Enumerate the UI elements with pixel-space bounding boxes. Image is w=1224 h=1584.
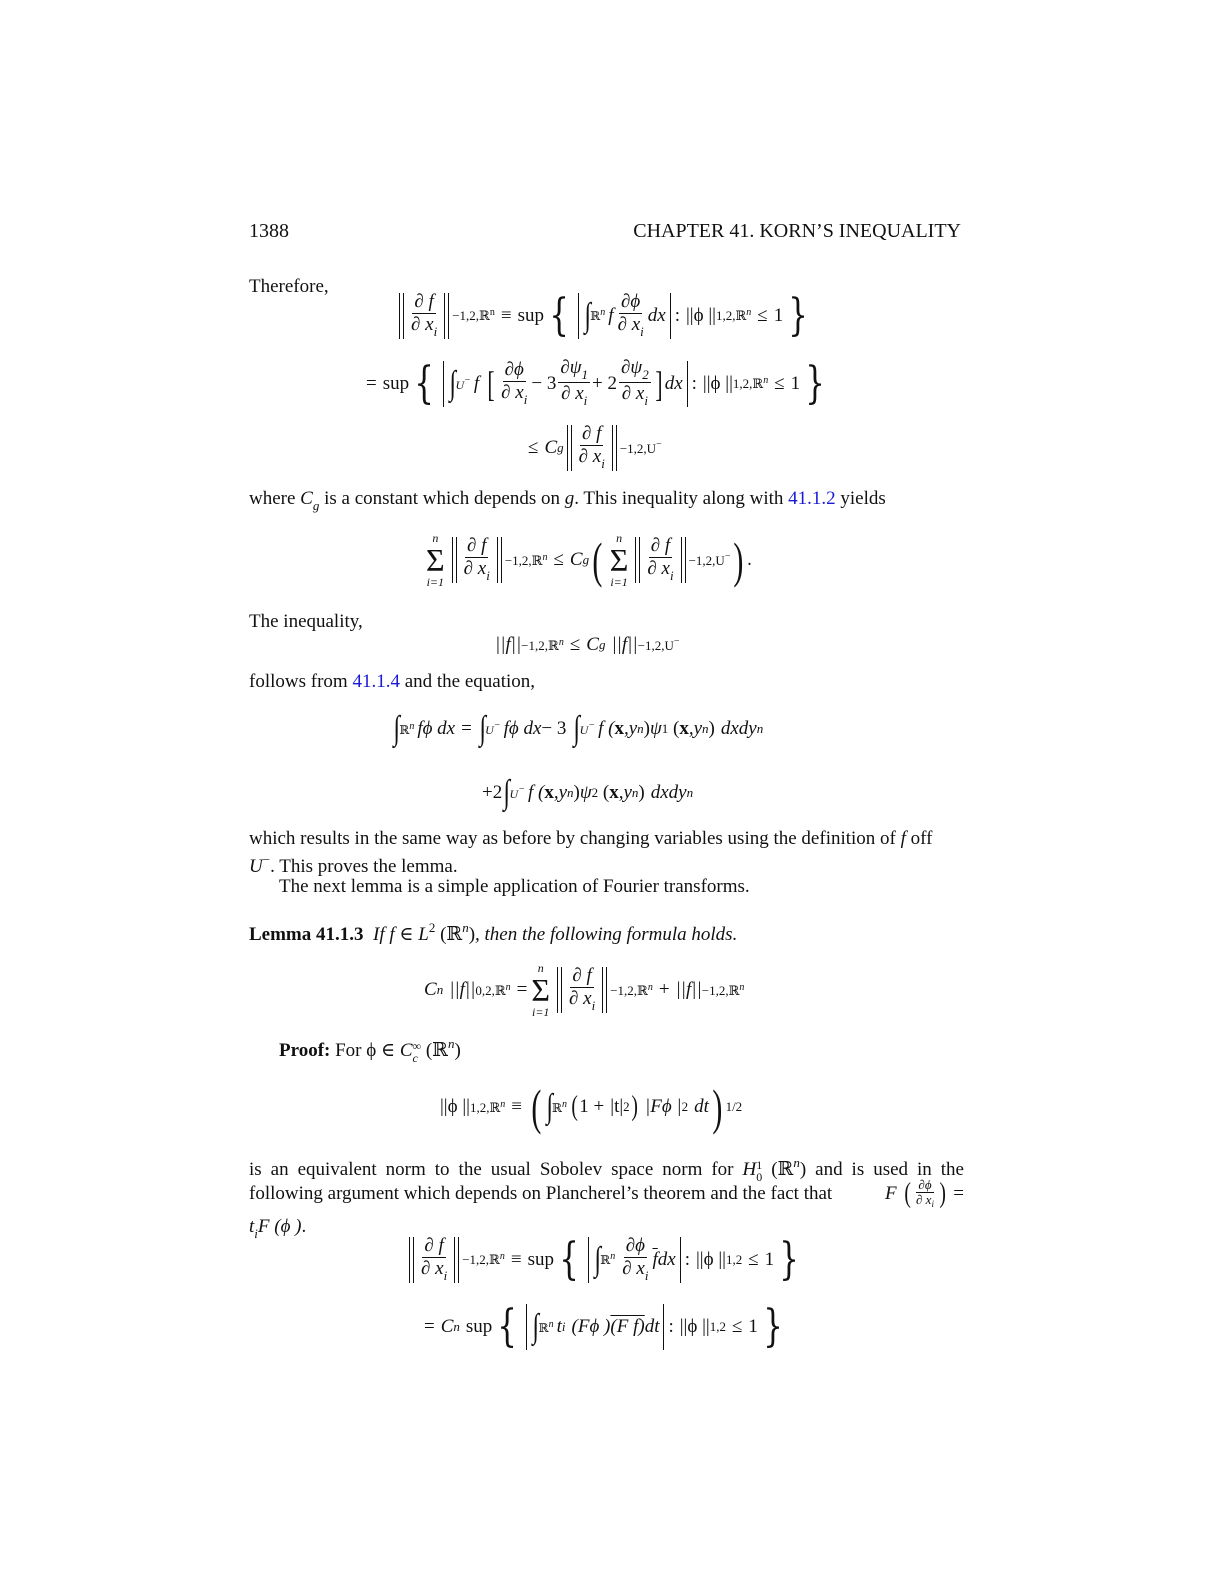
u-minus-line: U−. This proves the lemma. <box>249 852 458 877</box>
lemma-statement: Lemma 41.1.3 If f ∈ $L^2$ (ℝ$^n$), then the following formula holds. <box>249 920 738 945</box>
sup-operator: sup <box>517 304 544 326</box>
follows-from-paragraph: follows from 41.1.4 and the equation, <box>249 671 536 692</box>
running-title: CHAPTER 41. KORN’S INEQUALITY <box>633 220 961 242</box>
page-number: 1388 <box>249 220 289 242</box>
following-argument-line: following argument which depends on Plancherel’s theorem and the fact that F ( $\frac{\partial\phi}{\partial x_i}$ ) = <box>249 1177 964 1210</box>
lemma-label: Lemma 41.1.3 <box>249 924 364 945</box>
norm-bar <box>399 293 404 339</box>
next-lemma-text: The next lemma is a simple application of Fourier transforms. <box>279 876 750 897</box>
norm-bar <box>444 293 449 339</box>
numerator: ∂ f <box>414 291 434 312</box>
equation-sup-over-u-minus: = sup { ∫ U− f [ $\frac{\partial\phi}{\partial x_i}$ − 3 $\frac{\partial\psi_1}{\partial x_i}$ + 2 $\frac{\partial\psi_2}{\partial x_i}$ ] dx : ||ϕ || 1,2,ℝ$^n$ ≤ 1 } <box>366 357 825 409</box>
equation-dual-norm-fourier-1: $\frac{\partial f}{\partial x_i}$ −1,2,ℝ$^n$ ≡ sup { ∫ ℝ$^n$ $\frac{\partial\phi}{\partial x_i}$ $\overline{f}$ dx : ||ϕ || 1,2 ≤ 1 } <box>406 1236 804 1284</box>
equation-sum-inequality: n Σ i=1 $\frac{\partial f}{\partial x_i}$ −1,2,ℝ$^n$ ≤ C g ( n Σ i=1 $\frac{\partial f}{\partial x_i}$ −1,2,U− ) . <box>426 531 752 589</box>
proof-line: Proof: For ϕ ∈ C ∞ c (ℝ$^n$) <box>279 1036 461 1065</box>
ti-F-phi-line: $t_iF$ (ϕ ). <box>249 1216 307 1241</box>
equation-dual-norm-fourier-2: = C n sup { ∫ ℝ$^n$ t i (Fϕ ) (F f) dt : ||ϕ || 1,2 ≤ 1 } <box>424 1301 783 1352</box>
norm-subscript: −1,2,ℝ$^n$ <box>452 307 495 324</box>
equation-integral-split-line2: +2 ∫ U− f ( x ,y n ) ψ 2 ( x ,y n ) dxdy n <box>482 774 694 811</box>
equiv-sign: ≡ <box>500 304 512 326</box>
equation-dual-norm-definition: $\frac{\partial f}{\partial x_i}$ −1,2,ℝ$^n$ ≡ sup { ∫ ℝ$^n$ f $\frac{\partial\phi}{\partial x_i}$ dx : ||ϕ || 1,2,ℝ$^n$ ≤ 1 } <box>396 292 813 340</box>
therefore-text: Therefore, <box>249 276 329 297</box>
equivalent-norm-line: is an equivalent norm to the usual Sobolev space norm for H 1 0 (ℝ$^n$) and is used in the <box>249 1155 964 1184</box>
equation-integral-split-line1: ∫ ℝ$^n$ fϕ dx = ∫ U− fϕ dx − 3 ∫ U− f ( x ,y n ) ψ 1 ( x ,y n ) dxdy n <box>393 710 764 747</box>
ref-link-41-1-4[interactable]: 41.1.4 <box>352 671 400 692</box>
equation-f-norm-bound: ||f|| −1,2,ℝ$^n$ ≤ C g ||f|| −1,2,U− <box>495 634 680 655</box>
the-inequality-text: The inequality, <box>249 611 363 632</box>
where-cg-paragraph: where $C_g$ is a constant which depends on g. This inequality along with 41.1.2 yields <box>249 488 886 513</box>
which-results-paragraph: which results in the same way as before by changing variables using the definition of f off <box>249 828 933 849</box>
integral-sign: ∫ <box>584 296 591 334</box>
equation-bound-cg: ≤ C g $\frac{\partial f}{\partial x_i}$ −1,2,U− <box>528 423 662 471</box>
proof-label: Proof: <box>279 1040 331 1061</box>
denominator: ∂ $x_i$ <box>411 313 438 339</box>
equation-lemma-formula: C n ||f|| 0,2,ℝ$^n$ = n Σ i=1 $\frac{\partial f}{\partial x_i}$ −1,2,ℝ$^n$ + ||f|| −1,2,ℝ$^n$ <box>424 961 745 1019</box>
equation-phi-norm-definition: ||ϕ || 1,2,ℝ$^n$ ≡ ( ∫ ℝ$^n$ ( 1 + |t| 2 ) |Fϕ | 2 dt ) 1/2 <box>440 1079 743 1135</box>
ref-link-41-1-2[interactable]: 41.1.2 <box>788 488 836 509</box>
